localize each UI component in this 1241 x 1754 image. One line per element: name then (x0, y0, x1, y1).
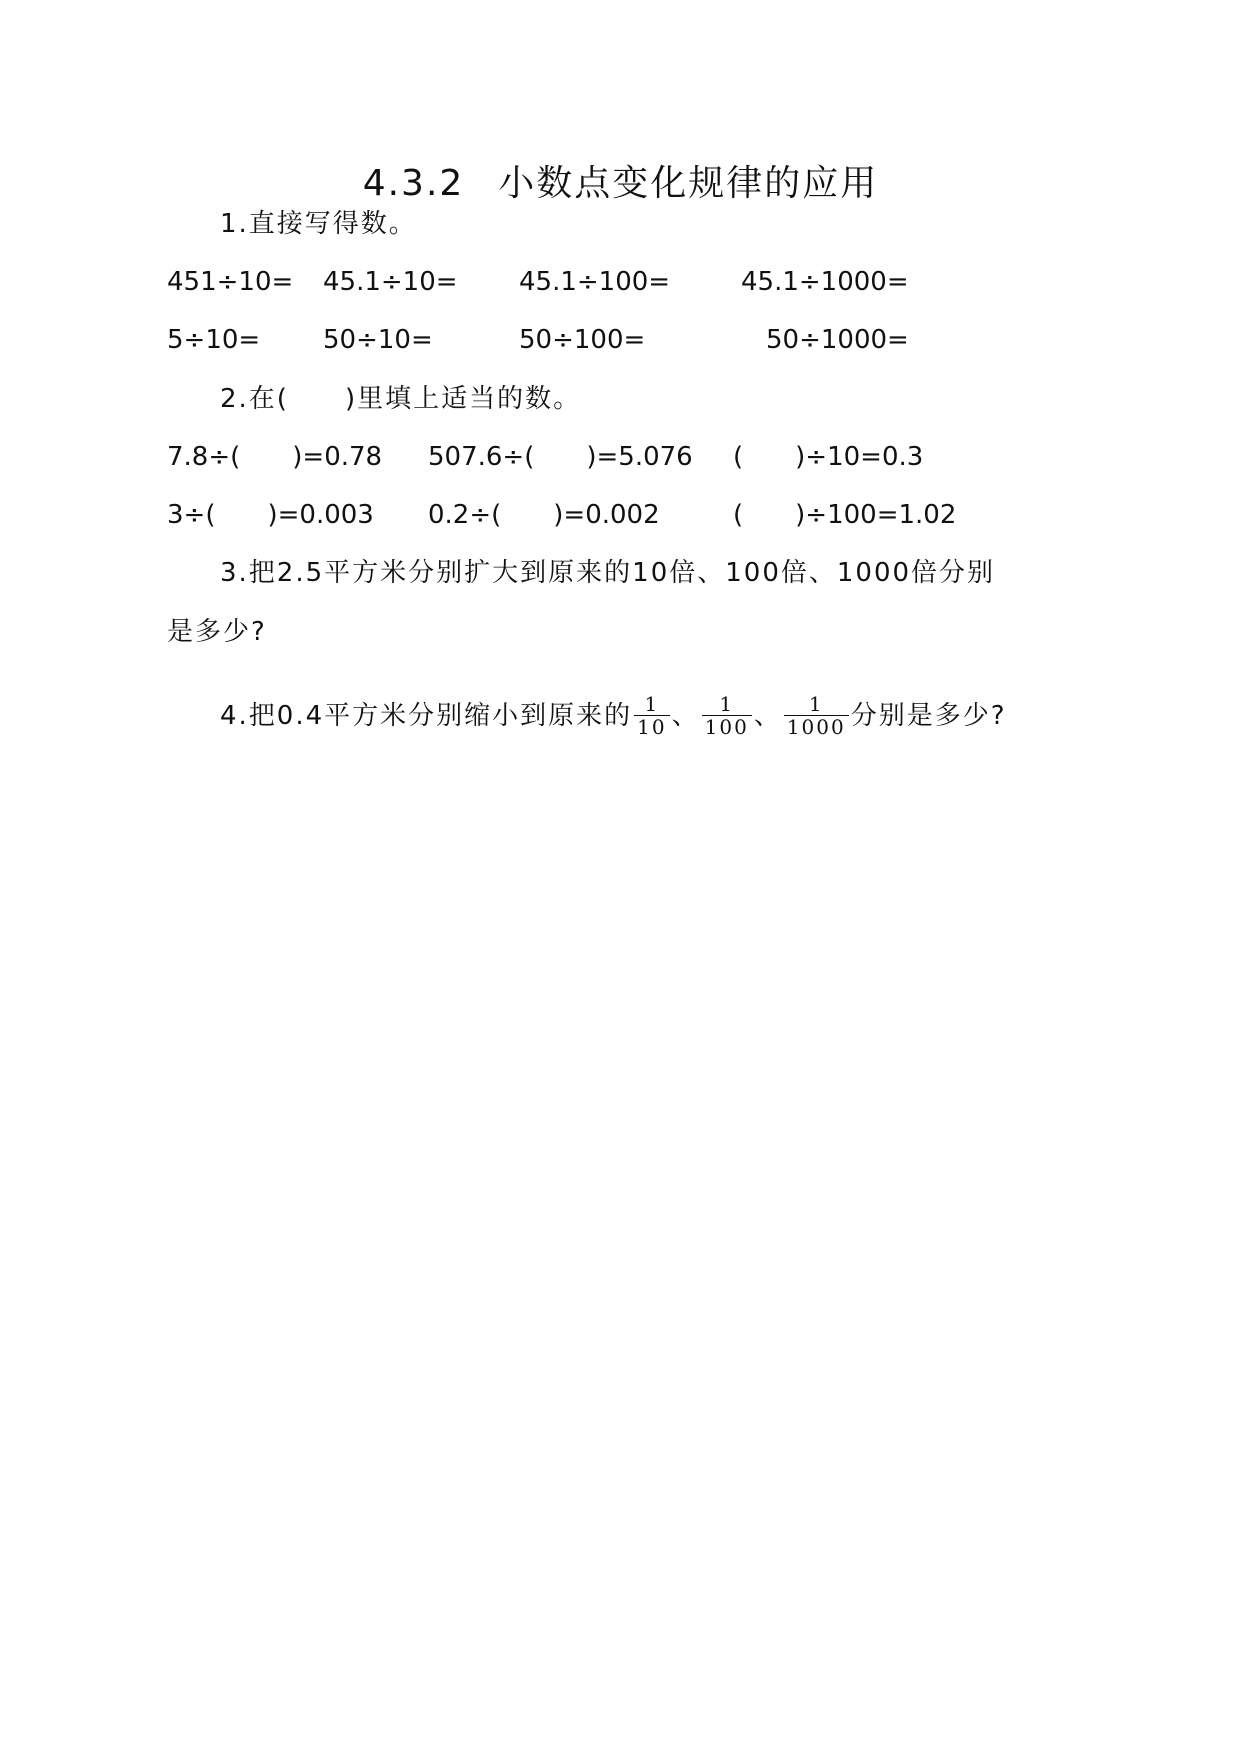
q2-blank-1: 7.8÷( )=0.78 (167, 442, 383, 472)
title-number: 4.3.2 (362, 163, 465, 204)
fraction-1-10 (634, 693, 669, 738)
q4-suffix: 分别是多少? (850, 700, 1007, 731)
fraction-numerator: 1 (719, 692, 735, 716)
q4-separator: 、 (671, 700, 700, 731)
fraction-1-1000 (784, 693, 849, 738)
q3-line-1: 3.把2.5平方米分别扩大到原来的10倍、100倍、1000倍分别 (220, 558, 996, 588)
fraction-denominator: 1000 (784, 715, 849, 738)
q2-blank-3: ( )÷10=0.3 (733, 442, 924, 472)
q1-expr-2: 45.1÷10= (323, 267, 458, 297)
q2-blank-6: ( )÷100=1.02 (733, 500, 957, 530)
fraction-1-100 (702, 693, 752, 738)
q1-expr-4: 45.1÷1000= (741, 267, 909, 297)
q1-expr-6: 50÷10= (323, 325, 433, 355)
q2-blank-4: 3÷( )=0.003 (167, 500, 374, 530)
q4-prefix: 4.把0.4平方米分别缩小到原来的 (220, 700, 633, 731)
q4-line (220, 693, 1007, 738)
fraction-numerator: 1 (808, 692, 824, 716)
q1-expr-5: 5÷10= (167, 325, 261, 355)
page-title (0, 163, 1241, 204)
fraction-numerator: 1 (644, 692, 660, 716)
q1-expr-8: 50÷1000= (766, 325, 909, 355)
q2-blank-2: 507.6÷( )=5.076 (428, 442, 693, 472)
q1-heading: 1.直接写得数。 (220, 209, 417, 239)
q2-blank-5: 0.2÷( )=0.002 (428, 500, 660, 530)
q4-separator: 、 (753, 700, 782, 731)
title-text: 小数点变化规律的应用 (498, 163, 879, 204)
fraction-denominator: 10 (634, 715, 669, 738)
q2-heading: 2.在( )里填上适当的数。 (220, 384, 582, 414)
q1-expr-3: 45.1÷100= (519, 267, 671, 297)
q1-expr-7: 50÷100= (519, 325, 646, 355)
fraction-denominator: 100 (702, 715, 752, 738)
q3-line-2: 是多少? (167, 617, 267, 647)
q1-expr-1: 451÷10= (167, 267, 294, 297)
